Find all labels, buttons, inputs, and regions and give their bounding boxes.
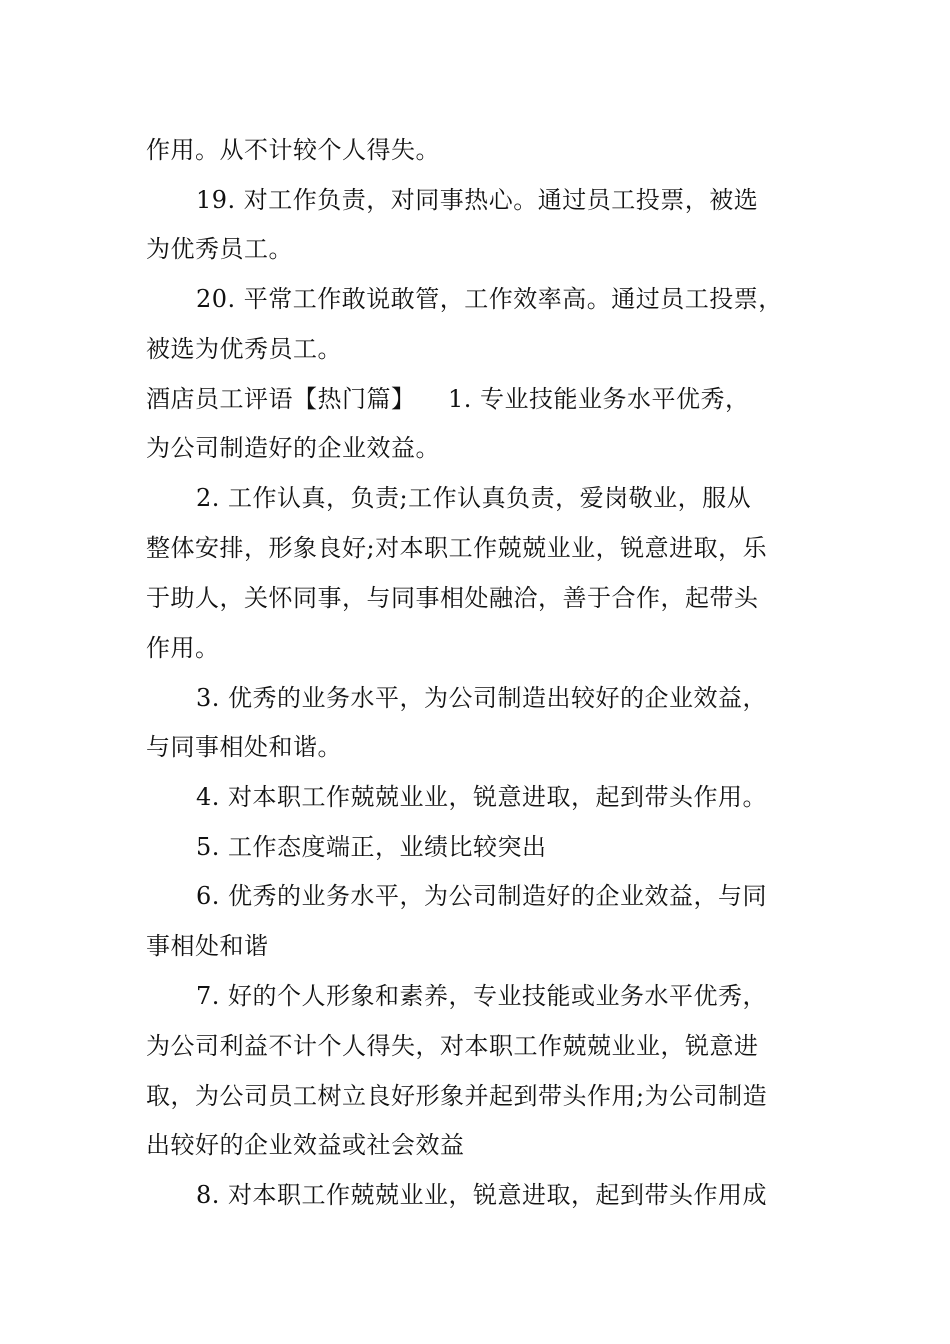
text-line: 与同事相处和谐。 [146, 733, 342, 761]
text-line: 为公司利益不计个人得失，对本职工作兢兢业业，锐意进 [146, 1032, 759, 1060]
text-line: 20. 平常工作敢说敢管，工作效率高。通过员工投票， [196, 285, 783, 313]
text-line: 整体安排，形象良好;对本职工作兢兢业业，锐意进取，乐 [146, 534, 768, 562]
text-line: 被选为优秀员工。 [146, 335, 342, 363]
text-line: 19. 对工作负责，对同事热心。通过员工投票，被选 [196, 186, 759, 214]
section-heading-line: 酒店员工评语【热门篇】 1. 专业技能业务水平优秀， [146, 385, 750, 413]
text-line: 取，为公司员工树立良好形象并起到带头作用;为公司制造 [146, 1082, 768, 1110]
text-line: 作用。从不计较个人得失。 [146, 136, 440, 164]
text-line: 6. 优秀的业务水平，为公司制造好的企业效益，与同 [196, 882, 768, 910]
text-line: 于助人，关怀同事，与同事相处融洽，善于合作，起带头 [146, 584, 759, 612]
text-line: 事相处和谐 [146, 932, 269, 960]
text-line: 为优秀员工。 [146, 235, 293, 263]
text-line: 7. 好的个人形象和素养，专业技能或业务水平优秀， [196, 982, 768, 1010]
text-line: 2. 工作认真，负责;工作认真负责，爱岗敬业，服从 [196, 484, 752, 512]
text-line: 3. 优秀的业务水平，为公司制造出较好的企业效益， [196, 684, 768, 712]
text-line: 5. 工作态度端正，业绩比较突出 [196, 833, 547, 861]
text-line: 4. 对本职工作兢兢业业，锐意进取，起到带头作用。 [196, 783, 768, 811]
text-line: 出较好的企业效益或社会效益 [146, 1131, 465, 1159]
text-line: 为公司制造好的企业效益。 [146, 434, 440, 462]
text-line: 作用。 [146, 634, 220, 662]
text-line: 8. 对本职工作兢兢业业，锐意进取，起到带头作用成 [196, 1181, 768, 1209]
